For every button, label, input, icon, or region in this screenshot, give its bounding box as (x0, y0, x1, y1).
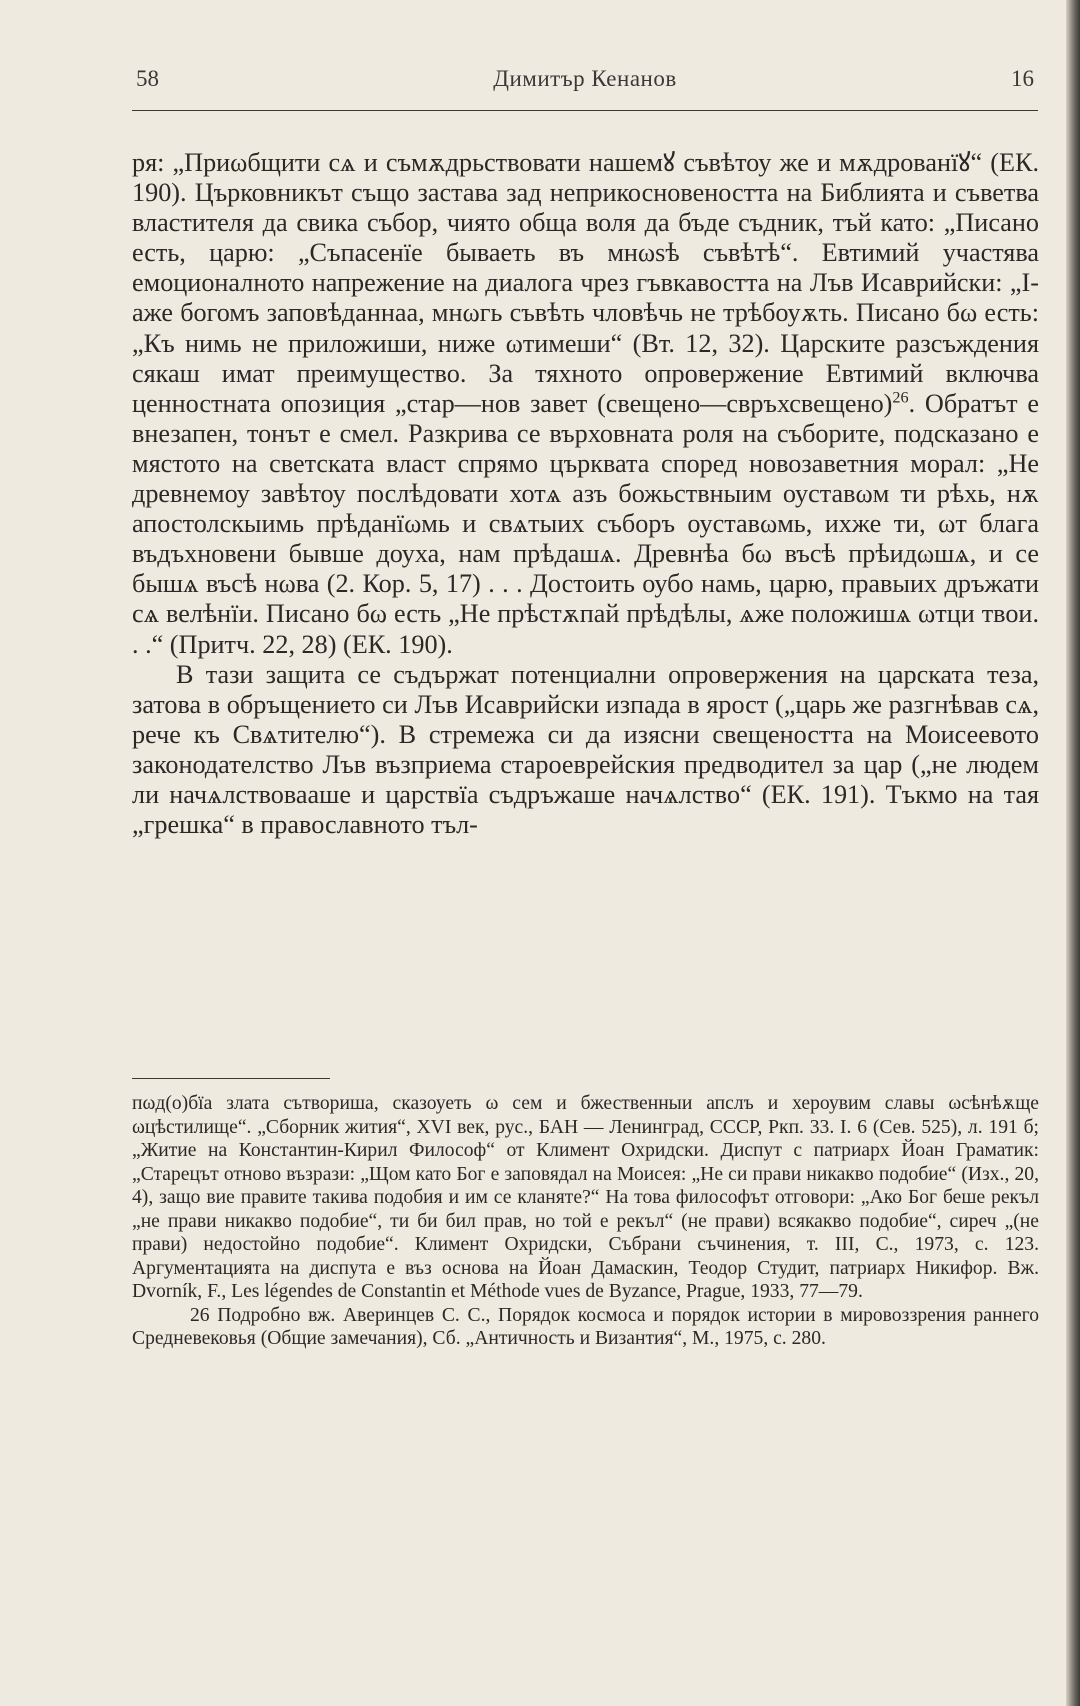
page-number: 58 (136, 66, 159, 91)
page-edge (1066, 0, 1080, 1706)
running-title: Димитър Кенанов (493, 66, 677, 91)
paragraph-1-text: ря: „Приωбщити сѧ и съмѫдрьствовати нашемꙋ съвѣтоу же и мѫдрованїꙋ“ (ЕК. 190). Църковникът също застава зад неприкосновеността на Библията и съветва властителя да свика събор, чиято обща воля да бъде съдник, тъй като: „Писано есть, царю: „Съпасенїе бываеть въ мнωѕѣ съвѣтѣ“. Евтимий участява емоционалното напрежение на диалога чрез гъвкавостта на Лъв Исаврийски: „І-аже богомъ заповѣданнаа, мнωгь съвѣть чловѣчь не трѣбоуѫть. Писано бω есть: „Къ нимь не приложиши, ниже ωтимеши“ (Вт. 12, 32). Царските разсъждения сякаш имат преимущество. За тяхното опровержение Евтимий включва ценностната опозиция „стар—нов завет (свещено—свръхсвещено) (132, 148, 1039, 418)
signature-number: 16 (1011, 66, 1034, 91)
paragraph-2: В тази защита се съдържат потенциални опровержения на царската теза, затова в обръщението си Лъв Исаврийски изпада в ярост („царь же разгнѣвав сѧ, рече къ Свѧтителю“). В стремежа си да изясни свещеността на Моисеевото законодателство Лъв възприема староеврейския предводител за цар („не людем ли начѧлствоваашe и царствїа съдръжаше начѧлство“ (ЕК. 191). Тъкмо на тая „грешка“ в православното тъл- (132, 659, 1039, 840)
footnotes (132, 1092, 1039, 1351)
footnote-26: 26 Подробно вж. Аверинцев С. С., Порядок космоса и порядок истории в мировоззрения раннего Средневековья (Общие замечания), Сб. „Античность и Византия“, М., 1975, с. 280. (132, 1304, 1039, 1349)
paragraph-1-tail: . Обратът е внезапен, тонът е смел. Разкрива се върховната роля на съборите, подсказано е мястото на светската власт спрямо църквата според новозаветния морал: „Не древнемоу завѣтоу послѣдовати хотѧ азъ божьствныим оуставωм ти рѣхь, нѫ апостолскыимь прѣданїωмь и свѧтыих съборъ оуставωмь, ихже ти, ωт блага въдъхновени бывше доуха, нам прѣдашѧ. Древнѣа бω въсѣ прѣидωшѧ, и се бышѧ въсѣ нωва (2. Кор. 5, 17) . . . Достоить оубо намь, царю, правыих дръжати сѧ велѣнїи. Писано бω есть „Не прѣстѫпай прѣдѣлы, ѧже положишѧ ωтци твои. . .“ (Притч. 22, 28) (ЕК. 190). (132, 388, 1039, 659)
page-header (132, 66, 1038, 111)
footnote-continued: пωд(о)бїа злата сътвориша, сказоуеть ω сем и бжественныи апслъ и хероувим славы ωсѣнѣѫще ωцѣстилище“. „Сборник жития“, XVI век, рус., БАН — Ленинград, СССР, Ркп. 33. I. 6 (Сев. 525), л. 191 б; „Житие на Константин-Кирил Философ“ от Климент Охридски. Диспут с патриарх Йоан Граматик: „Старецът отново възрази: „Щом като Бог е заповядал на Моисея: „Не си прави никакво подобие“ (Изх., 20, 4), защо вие правите такива подобия и им се кланяте?“ На това философът отговори: „Ако Бог беше рекъл „не прави никакво подобие“, ти би бил прав, но той е рекъл“ (не прави) всякакво подобие“, сиреч „(не прави) недостойно подобие“. Климент Охридски, Събрани съчинения, т. III, С., 1973, с. 123. Аргументацията на диспута е въз основа на Йоан Дамаскин, Теодор Студит, патриарх Никифор. Вж. Dvorník, F., Les légendes de Constantin et Méthode vues de Byzance, Prague, 1933, 77—79. (132, 1093, 1039, 1302)
footnote-ref-26: 26 (892, 388, 909, 407)
main-text (132, 148, 1039, 840)
paragraph-1 (132, 148, 1039, 660)
footnote-rule (132, 1078, 330, 1079)
